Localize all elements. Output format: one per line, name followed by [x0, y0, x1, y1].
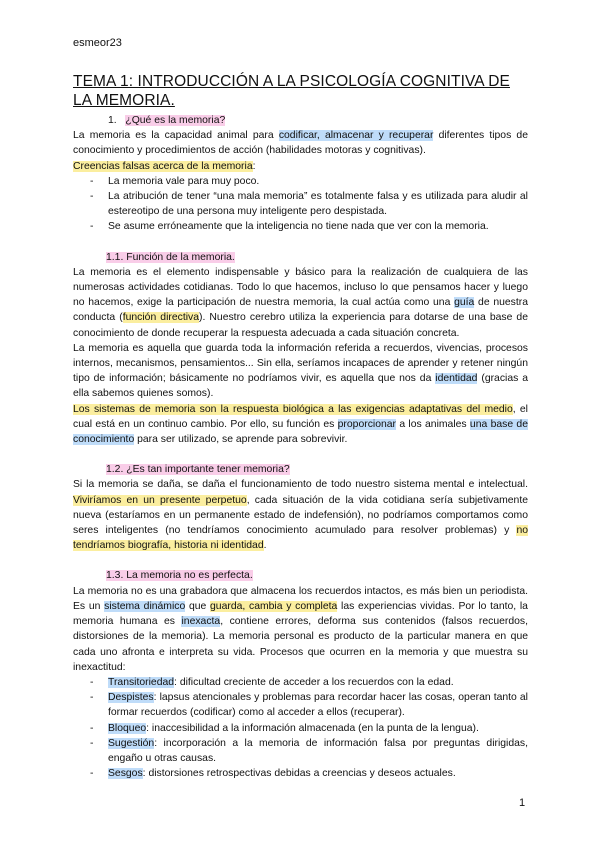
paragraph: La memoria es el elemento indispensable y básico para la realización de cualquiera de las numerosas actividades cotidianas. Todo lo que hacemos, incluso lo que pensamos hacer y luego no hacemos, exige la participación de nuestra memoria, la cual actúa como una guía de nuestra conducta (función directiva). Nuestro cerebro utiliza la experiencia para dotarse de una base de conocimiento de donde recuperar la respuesta adecuada a cada situación concreta.: [73, 266, 528, 339]
highlight: inexacta: [181, 616, 221, 628]
highlight: una base de conocimiento: [73, 418, 528, 446]
paragraph: Los sistemas de memoria son la respuesta biológica a las exigencias adaptativas del medio, el cual está en un continuo cambio. Por ello, su función es proporcionar a los animales una base de conocimiento para ser utilizado, se aprende para sobrevivir.: [73, 403, 528, 446]
paragraph: La memoria es aquella que guarda toda la información referida a recuerdos, vivencias, procesos internos, mecanismos, pensamientos... Sin ella, seríamos incapaces de aprender y retener ningún tipo de información; básicamente no podríamos vivir, es aquella que nos da identidad (gracias a ella sabemos quienes somos).: [73, 342, 528, 400]
bullet-list: [73, 174, 528, 235]
highlight: Viviríamos en un presente perpetuo: [73, 494, 247, 506]
list-item: - La atribución de tener “una mala memoria” es totalmente falsa y es utilizada para aludir al estereotipo de una persona muy inteligente pero despistada.: [73, 189, 528, 219]
highlight: identidad: [435, 373, 478, 385]
list-item: - Se asume erróneamente que la inteligencia no tiene nada que ver con la memoria.: [73, 219, 528, 234]
paragraph: La memoria no es una grabadora que almacena los recuerdos intactos, es más bien un periodista. Es un sistema dinámico que guarda, cambia y completa las experiencias vividas. Por lo tanto, la memoria humana es inexacta, contiene errores, deforma sus contenidos (falsos recuerdos, distorsiones de la memoria). La memoria personal es producto de la particular manera en que cada uno afronta e interpreta su vida. Procesos que ocurren en la memoria y que muestra su inexactitud:: [73, 585, 528, 673]
section-number: 1.: [108, 115, 117, 126]
bullet-list: [73, 675, 528, 781]
section-heading-text: 1.1. Función de la memoria.: [106, 251, 235, 263]
list-item: - Transitoriedad: dificultad creciente de acceder a los recuerdos con la edad.: [73, 675, 528, 690]
author-header: esmeor23: [73, 37, 122, 49]
section-heading-1-2: [73, 462, 528, 477]
list-item: - Sesgos: distorsiones retrospectivas debidas a creencias y deseos actuales.: [73, 766, 528, 781]
term-highlight: Transitoriedad: [108, 676, 175, 688]
highlight: Creencias falsas acerca de la memoria: [73, 160, 253, 172]
page-number: 1: [519, 797, 526, 809]
highlight: proporcionar: [337, 418, 396, 430]
term-highlight: Despistes: [108, 692, 154, 704]
section-heading-text: 1.2. ¿Es tan importante tener memoria?: [106, 464, 290, 476]
section-heading-1-1: [73, 250, 528, 265]
highlight: codificar, almacenar y recuperar: [278, 130, 434, 142]
list-item: - Bloqueo: inaccesibilidad a la información almacenada (en la punta de la lengua).: [73, 721, 528, 736]
section-heading-1-3: [73, 568, 528, 583]
paragraph: Si la memoria se daña, se daña el funcionamiento de todo nuestro sistema mental e intelectual. Viviríamos en un presente perpetuo, cada situación de la vida cotidiana sería subjetivamente nueva (estaríamos en un permanente estado de indefensión), no podríamos comportamos como seres inteligentes (no tendríamos conocimiento acumulado para resolver problemas) y no tendríamos biografía, historia ni identidad.: [73, 479, 528, 552]
term-highlight: Sesgos: [108, 768, 143, 780]
highlight: función directiva: [122, 312, 199, 324]
term-highlight: Bloqueo: [108, 722, 147, 734]
highlight: guarda, cambia y completa: [210, 600, 338, 612]
section-heading-1: [73, 113, 528, 128]
list-item: - Despistes: lapsus atencionales y problemas para recordar hacer las cosas, operan tanto al formar recuerdos (codificar) como al acceder a ellos (recuperar).: [73, 690, 528, 720]
list-item: - Sugestión: incorporación a la memoria de información falsa por preguntas dirigidas, engaño u otras causas.: [73, 736, 528, 766]
paragraph: Creencias falsas acerca de la memoria:: [73, 160, 256, 172]
term-highlight: Sugestión: [108, 737, 155, 749]
section-heading-text: ¿Qué es la memoria?: [125, 115, 226, 126]
page-title: TEMA 1: INTRODUCCIÓN A LA PSICOLOGÍA COGNITIVA DE LA MEMORIA.: [73, 73, 510, 109]
paragraph: La memoria es la capacidad animal para codificar, almacenar y recuperar diferentes tipos de conocimiento y procedimientos de acción (habilidades motoras y cognitivas).: [73, 130, 528, 157]
highlight: sistema dinámico: [104, 600, 186, 612]
list-item: - La memoria vale para muy poco.: [73, 174, 528, 189]
highlight: Los sistemas de memoria son la respuesta biológica a las exigencias adaptativas del medio: [73, 403, 513, 415]
document-body: [73, 113, 528, 781]
highlight: guía: [454, 297, 475, 309]
section-heading-text: 1.3. La memoria no es perfecta.: [106, 570, 253, 582]
highlight: no tendríamos biografía, historia ni identidad: [73, 525, 528, 552]
